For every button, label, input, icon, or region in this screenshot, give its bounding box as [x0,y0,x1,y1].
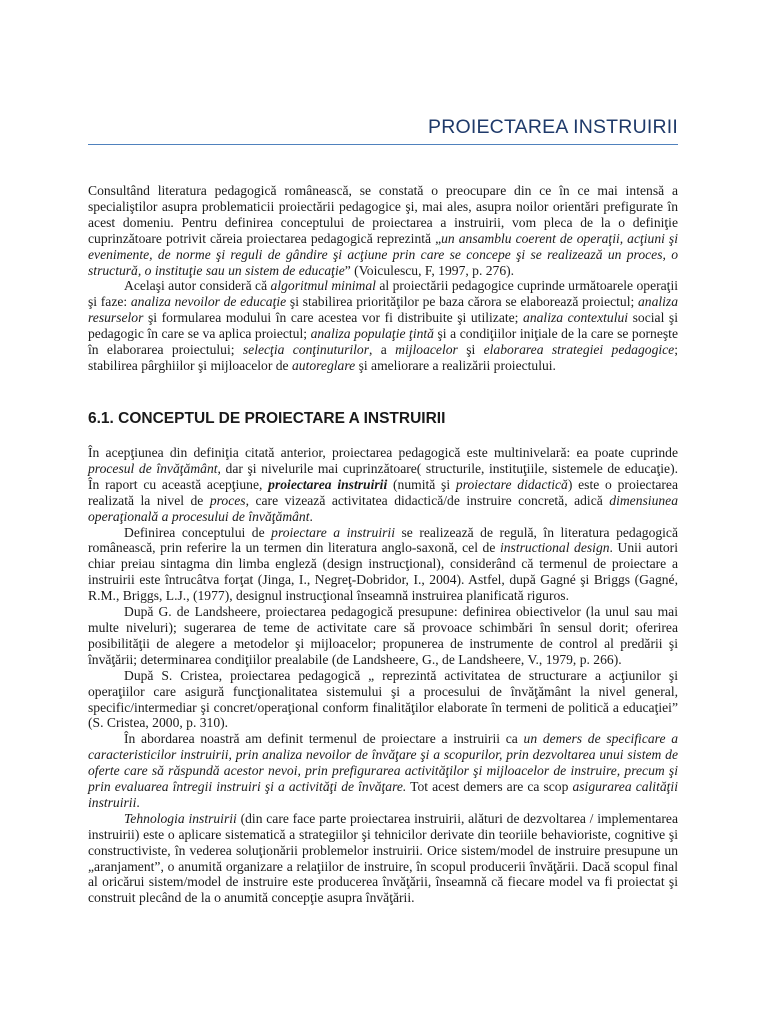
emphasis-text: proces [209,492,246,508]
text-run: După G. de Landsheere, proiectarea pedagogică presupune: definirea obiectivelor (la unul sau mai multe niveluri); sugerarea de teme de activitate care să provoace schimbări în sensul dorit; oferirea posibilităţii de alegere a metodelor şi mijloacelor; propunerea de instrumente de control al predării şi învăţării; determinarea condiţiilor prealabile (de Landsheere, G., de Landsheere, V., 1979, p. 266). [88,604,678,667]
text-run: După S. Cristea, proiectarea pedagogică „ reprezintă activitatea de structurare a acţiunilor şi operaţiilor care asigură funcţionalitatea sistemului şi a procesului de învăţământ la nivel general, specific/intermediar şi concret/operaţional conform finalităţilor elaborate în termeni de politică a educaţiei” (S. Cristea, 2000, p. 310). [88,667,678,731]
emphasis-text: asigurarea calităţii instruirii [88,779,678,810]
text-run: ; stabilirea pârghiilor şi mijloacelor de [88,342,678,373]
text-run: şi [457,342,484,358]
section-text [88,445,678,906]
text-run: . [309,508,313,524]
emphasis-text: algoritmul minimal [270,278,376,294]
text-run: Tot acest demers are ca scop [406,779,573,795]
paragraph [88,731,678,811]
paragraph [88,525,678,605]
emphasis-text: autoreglare [291,357,356,373]
text-run: ) este o proiectarea realizată la nivel de [88,476,678,508]
text-run: , dar şi nivelurile mai cuprinzătoare( structurile, instituţiile, sistemele de educaţie). În raport cu această acepţiune, [88,460,678,492]
emphasis-text: proiectare didactică [455,476,568,492]
text-run: social şi pedagogic în care se va aplica proiectul; [88,310,678,342]
emphasis-text: un ansamblu coerent de operaţii, acţiuni şi evenimente, de norme şi reguli de gândire şi acţiune prin care se concepe şi se realizează un proces, o structură, o instituţie sau un sistem de educaţie [88,230,678,278]
text-run: Acelaşi autor consideră că [124,278,271,294]
paragraph [88,811,678,906]
emphasis-text: analiza populaţie ţintă [310,326,434,342]
text-run: şi ameliorare a realizării proiectului. [355,357,556,373]
emphasis-text: dimensiunea operaţională a procesului de învăţământ [88,492,678,524]
title-divider [88,144,678,145]
emphasis-text: analiza resurselor [88,294,678,326]
text-run: şi formularea modului în care acestea vor fi distribuite şi utilizate; [143,310,524,326]
text-run: Definirea conceptului de [124,524,272,540]
text-run: . [136,794,140,810]
text-run: (din care face parte proiectarea instruirii, alături de dezvoltarea / implementarea instruirii) este o aplicare sistematică a strategiilor şi tehnicilor derivate din teoriile behavioriste, cognitive şi constructiviste, în vederea soluţionării problemelor instruirii. Orice sistem/model de instruire presupune un „aranjament”, o anumită organizare a relaţiilor de instruire, în scopul producerii învăţării. Dacă scopul final al oricărui sistem/model de instruire este producerea învăţării, înseamnă că fiecare model va fi proiectat şi construit plecând de la o anumită concepţie asupra învăţării. [88,810,678,906]
text-run: , a [369,342,396,358]
text-run: şi stabilirea priorităţilor pe baza cărora se elaborează proiectul; [286,294,638,310]
paragraph [88,668,678,732]
emphasis-text: proiectare a instruirii [271,524,395,540]
emphasis-text: elaborarea strategiei pedagogice [483,342,675,358]
paragraph [88,604,678,668]
emphasis-text: proiectarea instruirii [268,476,388,492]
emphasis-text: instructional design [499,540,610,556]
paragraph [88,278,678,373]
emphasis-text: selecţia conţinuturilor [242,342,370,358]
emphasis-text: un demers de specificare a caracteristicilor instruirii, prin analiza nevoilor de învăţare şi a scopurilor, prin dezvoltarea unui sistem de oferte care să răspundă acestor nevoi, prin prefigurarea activităţilor şi mijloacelor de instruire, precum şi prin evaluarea întregii instruiri şi a activităţi de învăţare. [88,731,678,795]
page-title: PROIECTAREA INSTRUIRII [428,116,678,138]
emphasis-text: procesul de învăţământ [88,460,218,476]
text-run: ” (Voiculescu, F, 1997, p. 276). [344,262,515,278]
emphasis-text: analiza contextului [523,310,629,326]
emphasis-text: Tehnologia instruirii [124,810,237,826]
text-run: . Unii autori chiar preiau sintagma din limba engleză (design instrucţional), considerând că termenul de proiectare a instruirii este întrucâtva forţat (Jinga, I., Negreţ-Dobridor, I., 2004). Astfel, după Gagné şi Briggs (Gagné, R.M., Briggs, L.J., (1977), designul instrucţional înseamnă instruirea planificată riguros. [88,540,678,604]
emphasis-text: mijloacelor [395,342,458,358]
text-run: şi a condiţiilor iniţiale de la care se porneşte în elaborarea proiectului; [88,326,678,358]
emphasis-text: analiza nevoilor de educaţie [130,294,287,310]
text-run: se realizează de regulă, în literatura pedagogică românească, prin referire la un termen din literatura anglo-saxonă, cel de [88,524,679,556]
paragraph [88,183,678,278]
text-run: În acepţiunea din definiţia citată anterior, proiectarea pedagogică este multinivelară: ea poate cuprinde [88,445,678,460]
text-run: al proiectării pedagogice cuprinde următoarele operaţii şi faze: [88,278,678,310]
paragraph [88,445,678,525]
section-heading: 6.1. CONCEPTUL DE PROIECTARE A INSTRUIRII [88,410,446,427]
text-run: Consultând literatura pedagogică românească, se constată o preocupare din ce în ce mai intensă a specialiştilor asupra problematicii proiectării pedagogice şi, mai ales, asupra noilor orientări prefigurate în acest domeniu. Pentru definirea conceptului de proiectarea a instruirii, vom pleca de la o definiţie cuprinzătoare potrivit căreia proiectarea pedagogică reprezintă „ [88,183,678,246]
text-run: În abordarea noastră am definit termenul de proiectare a instruirii ca [124,731,524,747]
text-run: , care vizează activitatea didactică/de instruire concretă, adică [245,492,610,508]
text-run: (numită şi [387,476,456,492]
intro-text [88,183,678,374]
